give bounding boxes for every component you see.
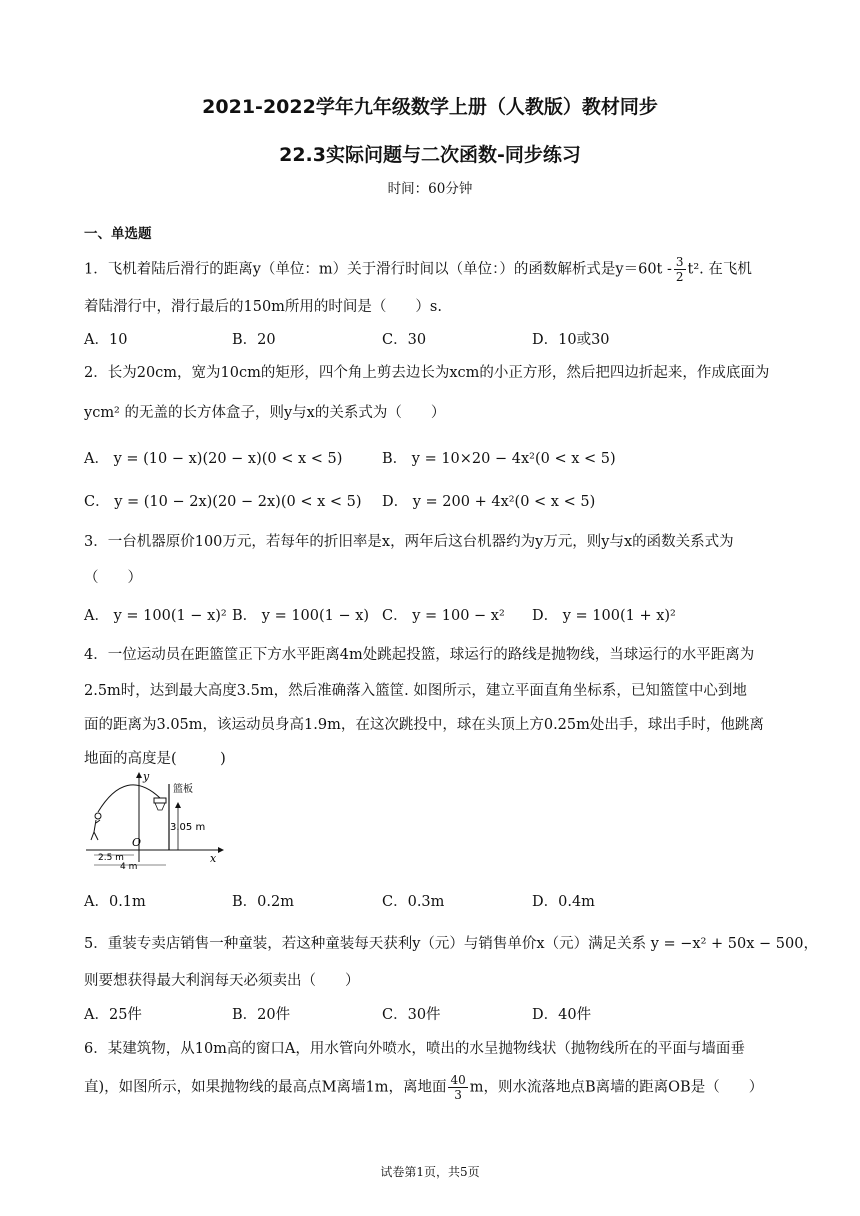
question-4-line-4: 地面的高度是( ) <box>84 751 226 767</box>
title-line-2: 22.3实际问题与二次函数-同步练习 <box>279 144 581 166</box>
question-5-option-c[interactable]: C．30件 <box>382 1007 441 1023</box>
title-line-1: 2021-2022学年九年级数学上册（人教版）教材同步 <box>202 96 658 118</box>
question-5-option-a[interactable]: A．25件 <box>84 1007 142 1023</box>
label-backboard: 篮板 <box>173 784 193 795</box>
question-3-option-b[interactable]: B． y = 100(1 − x) <box>232 608 370 624</box>
question-3-line-1: 3．一台机器原价100万元，若每年的折旧率是x，两年后这台机器约为y万元，则y与x的函数关系式为 <box>84 534 734 550</box>
question-2-option-d[interactable]: D． y = 200 + 4x²(0 < x < 5) <box>382 494 596 510</box>
y-axis-arrow <box>136 772 142 778</box>
question-3-line-2: （ ） <box>84 570 142 586</box>
question-2-option-b[interactable]: B． y = 10×20 − 4x²(0 < x < 5) <box>382 451 616 467</box>
question-4-line-3: 面的距离为3.05m，该运动员身高1.9m，在这次跳投中，球在头顶上方0.25m处出手，球出手时，他跳离 <box>84 717 764 733</box>
label-4m: 4 m <box>120 862 138 870</box>
question-4-option-d[interactable]: D．0.4m <box>532 894 595 910</box>
question-1-option-c[interactable]: C．30 <box>382 332 427 348</box>
x-axis-arrow <box>218 847 224 853</box>
question-3-option-d[interactable]: D． y = 100(1 + x)² <box>532 608 676 624</box>
question-1-option-a[interactable]: A．10 <box>84 332 128 348</box>
question-2-line-2: ycm² 的无盖的长方体盒子，则y与x的关系式为（ ） <box>84 405 446 421</box>
question-4-line-2: 2.5m时，达到最大高度3.5m，然后准确落入篮筐. 如图所示，建立平面直角坐标系，已知篮筐中心到地 <box>84 683 747 699</box>
label-height: 3.05 m <box>170 822 206 833</box>
player-body <box>91 820 100 840</box>
question-2-line-1: 2．长为20cm，宽为10cm的矩形，四个角上剪去边长为xcm的小正方形，然后把四边折起来，作成底面为 <box>84 365 770 381</box>
question-3-option-a[interactable]: A． y = 100(1 − x)² <box>84 608 227 624</box>
question-5-line-1: 5．重装专卖店销售一种童装，若这种童装每天获利y（元）与销售单价x（元）满足关系 y = −x² + 50x − 500， <box>84 936 818 952</box>
question-4-option-b[interactable]: B．0.2m <box>232 894 294 910</box>
exam-time: 时间：60分钟 <box>387 181 473 197</box>
question-4-option-c[interactable]: C．0.3m <box>382 894 445 910</box>
question-2-option-c[interactable]: C． y = (10 − 2x)(20 − 2x)(0 < x < 5) <box>84 494 362 510</box>
question-3-option-c[interactable]: C． y = 100 − x² <box>382 608 505 624</box>
basket-net <box>155 803 165 810</box>
question-4-line-1: 4．一位运动员在距篮筐正下方水平距离4m处跳起投篮，球运行的路线是抛物线，当球运行的水平距离为 <box>84 647 755 663</box>
section-title: 一、单选题 <box>84 226 152 242</box>
label-origin: O <box>132 836 142 849</box>
question-5-option-d[interactable]: D．40件 <box>532 1007 592 1023</box>
height-arrow <box>175 802 181 808</box>
question-2-option-a[interactable]: A． y = (10 − x)(20 − x)(0 < x < 5) <box>84 451 343 467</box>
question-1-option-b[interactable]: B．20 <box>232 332 276 348</box>
question-5-option-b[interactable]: B．20件 <box>232 1007 291 1023</box>
player-head <box>95 813 101 819</box>
question-6-line-2: 直)，如图所示，如果抛物线的最高点M离墙1m，离地面 $\frac{40}{3}$ m，则水流落地点B离墙的距离OB是（ ） <box>84 1073 764 1102</box>
question-5-line-2: 则要想获得最大利润每天必须卖出（ ） <box>84 973 360 989</box>
question-6-line-1: 6．某建筑物，从10m高的窗口A，用水管向外喷水，喷出的水呈抛物线状（抛物线所在的平面与墙面垂 <box>84 1041 745 1057</box>
label-2-5m: 2.5 m <box>98 853 124 863</box>
ball-trajectory <box>98 785 160 812</box>
label-y: y <box>143 770 150 783</box>
basket <box>154 798 166 803</box>
label-x: x <box>210 852 217 865</box>
fraction-40-3: $\frac{40}{3}$ <box>450 1073 466 1102</box>
question-1-line-2: 着陆滑行中，滑行最后的150m所用的时间是（ ）s. <box>84 299 442 315</box>
fraction-3-2: $\frac{3}{2}$ <box>675 255 684 284</box>
page-footer: 试卷第1页，共5页 <box>380 1165 480 1179</box>
question-1-line-1: 1．飞机着陆后滑行的距离y（单位：m）关于滑行时间以（单位：）的函数解析式是y＝60t - $\frac{3}{2}$ t². 在飞机 <box>84 255 752 284</box>
question-1-option-d[interactable]: D．10或30 <box>532 332 610 348</box>
question-4-option-a[interactable]: A．0.1m <box>84 894 146 910</box>
basketball-figure <box>84 770 224 870</box>
